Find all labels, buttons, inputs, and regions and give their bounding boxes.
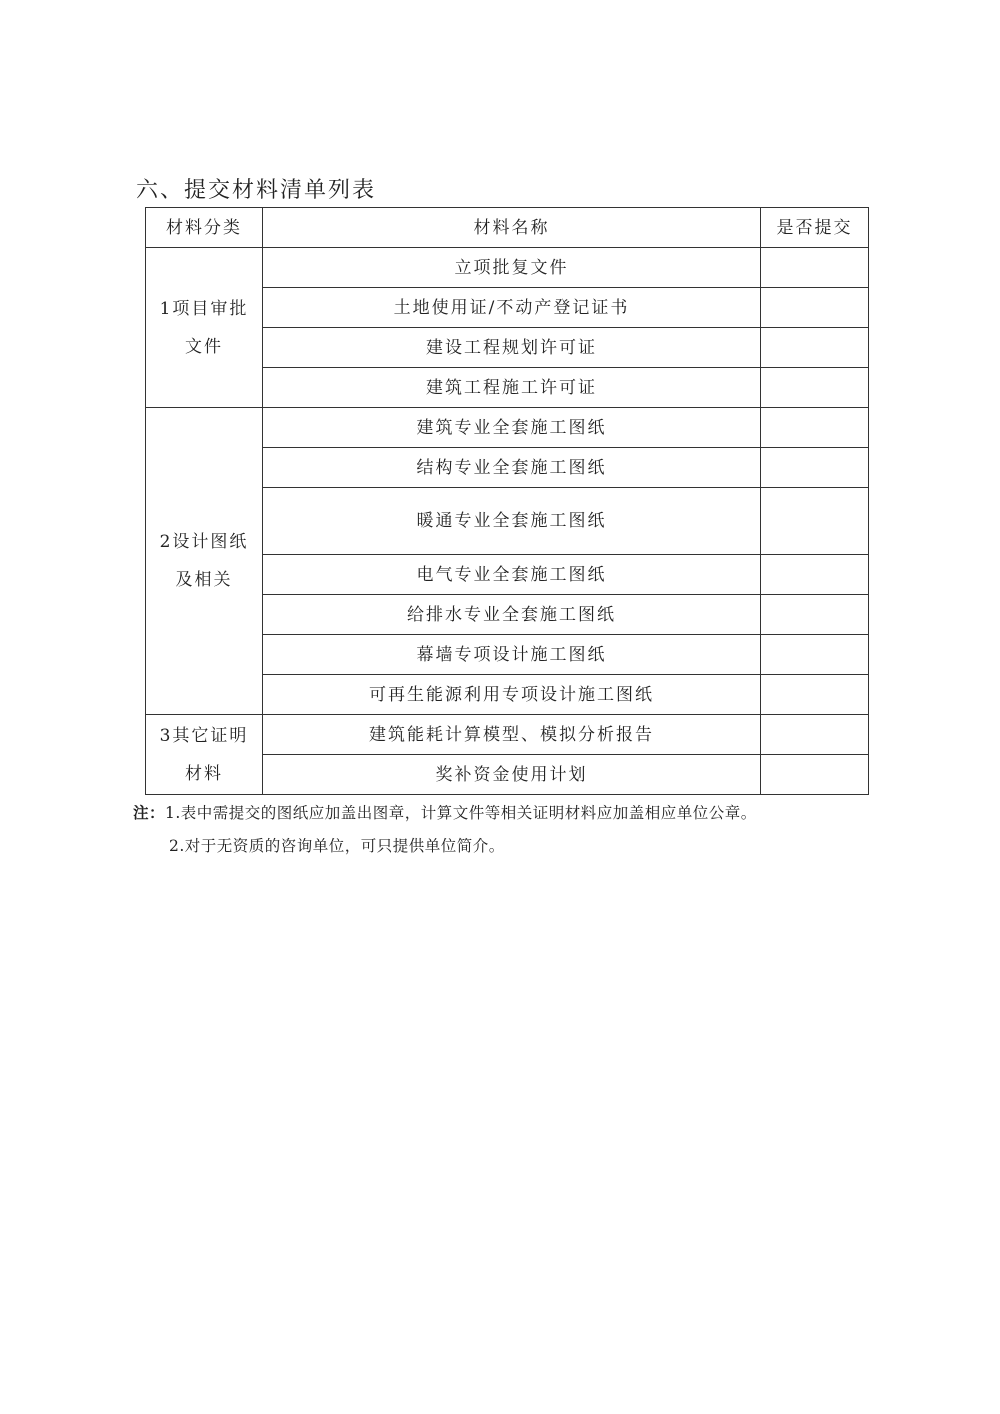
material-name-cell: 土地使用证/不动产登记证书: [263, 288, 761, 328]
category-label-line: 及相关: [175, 570, 233, 590]
category-label-line: 3其它证明: [159, 725, 249, 746]
material-name-cell: 建筑专业全套施工图纸: [263, 408, 761, 448]
submitted-cell[interactable]: [761, 408, 869, 448]
material-name-cell: 建筑工程施工许可证: [263, 368, 761, 408]
submitted-cell[interactable]: [761, 248, 869, 288]
submitted-cell[interactable]: [761, 635, 869, 675]
submitted-cell[interactable]: [761, 368, 869, 408]
material-name-cell: 建筑能耗计算模型、模拟分析报告: [263, 715, 761, 755]
submitted-cell[interactable]: [761, 755, 869, 795]
section-title: 六、提交材料清单列表: [136, 178, 377, 203]
header-material-name: 材料名称: [263, 208, 761, 248]
submitted-cell[interactable]: [761, 488, 869, 555]
table-header-row: [146, 208, 869, 248]
note-text: 2.对于无资质的咨询单位，可只提供单位简介。: [169, 837, 505, 855]
header-submitted: 是否提交: [761, 208, 869, 248]
material-name-cell: 电气专业全套施工图纸: [263, 555, 761, 595]
submitted-cell[interactable]: [761, 595, 869, 635]
material-name-cell: 可再生能源利用专项设计施工图纸: [263, 675, 761, 715]
category-label-line: 材料: [185, 763, 223, 784]
header-category: 材料分类: [146, 208, 263, 248]
submitted-cell[interactable]: [761, 288, 869, 328]
category-label-line: 文件: [185, 336, 223, 357]
category-cell: [146, 715, 263, 795]
note-line: [133, 796, 757, 830]
category-label-line: 2设计图纸: [159, 532, 249, 552]
material-name-cell: 暖通专业全套施工图纸: [263, 488, 761, 555]
material-name-cell: 建设工程规划许可证: [263, 328, 761, 368]
submitted-cell[interactable]: [761, 328, 869, 368]
material-name-cell: 结构专业全套施工图纸: [263, 448, 761, 488]
note-text: 1.表中需提交的图纸应加盖出图章，计算文件等相关证明材料应加盖相应单位公章。: [165, 804, 757, 822]
notes: [133, 796, 757, 863]
submitted-cell[interactable]: [761, 448, 869, 488]
material-name-cell: 立项批复文件: [263, 248, 761, 288]
table-row: [146, 408, 869, 448]
submitted-cell[interactable]: [761, 555, 869, 595]
note-label: 注：: [133, 803, 166, 822]
category-cell: [146, 408, 263, 715]
submitted-cell[interactable]: [761, 675, 869, 715]
materials-table: [145, 207, 869, 795]
material-name-cell: 幕墙专项设计施工图纸: [263, 635, 761, 675]
submitted-cell[interactable]: [761, 715, 869, 755]
note-line: [133, 830, 757, 863]
material-name-cell: 奖补资金使用计划: [263, 755, 761, 795]
category-label-line: 1项目审批: [159, 298, 249, 319]
table-row: [146, 715, 869, 755]
category-cell: [146, 248, 263, 408]
table-row: [146, 248, 869, 288]
material-name-cell: 给排水专业全套施工图纸: [263, 595, 761, 635]
